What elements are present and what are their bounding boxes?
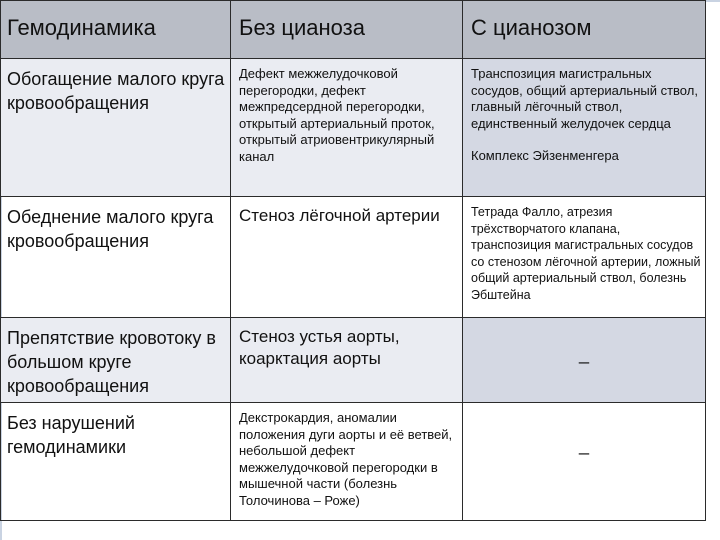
with-cyanosis-cell [463,318,706,403]
without-cyanosis-cell [231,318,463,403]
table-row [1,403,706,521]
header-without-cyanosis: Без цианоза [239,15,365,40]
header-with-cyanosis: С цианозом [471,15,592,40]
table-row [1,197,706,318]
row-label: Обогащение малого круга кровообращения [7,69,225,113]
with-cyanosis-extra-text: Комплекс Эйзенменгера [471,148,619,163]
with-cyanosis-dash: _ [578,435,589,455]
without-cyanosis-cell [231,197,463,318]
table-header-row [1,1,706,59]
table-row [1,318,706,403]
row-label-cell [1,59,231,197]
with-cyanosis-text: Транспозиция магистральных сосудов, общий артериальный ствол, главный лёгочный ствол, единственный желудочек сердца [471,66,698,131]
header-cell [1,1,231,59]
row-label: Без нарушений гемодинамики [7,413,135,457]
row-label-cell [1,318,231,403]
row-label-cell [1,403,231,521]
header-cell [231,1,463,59]
with-cyanosis-cell [463,403,706,521]
with-cyanosis-text: Тетрада Фалло, атрезия трёхстворчатого клапана, транспозиция магистральных сосудов со стенозом лёгочной артерии, ложный общий артериальный ствол, болезнь Эбштейна [471,205,701,302]
with-cyanosis-wrap [463,59,705,165]
with-cyanosis-dash: _ [578,344,589,364]
header-cell [463,1,706,59]
row-label-cell [1,197,231,318]
without-cyanosis-cell [231,59,463,197]
without-cyanosis-text: Декстрокардия, аномалии положения дуги аорты и её ветвей, небольшой дефект межжелудочковой перегородки в мышечной части (болезнь Толочинова – Роже) [239,410,453,508]
table-row [1,59,706,197]
without-cyanosis-text: Стеноз лёгочной артерии [239,206,440,225]
with-cyanosis-cell [463,197,706,318]
row-label: Обеднение малого круга кровообращения [7,207,214,251]
without-cyanosis-text: Стеноз устья аорты, коарктация аорты [239,327,400,368]
header-hemodynamics: Гемодинамика [7,15,156,40]
without-cyanosis-text: Дефект межжелудочковой перегородки, дефект межпредсердной перегородки, открытый артериальный проток, открытый атриовентрикулярный канал [239,66,435,164]
with-cyanosis-cell [463,59,706,197]
without-cyanosis-cell [231,403,463,521]
row-label: Препятствие кровотоку в большом круге кровообращения [7,328,216,396]
